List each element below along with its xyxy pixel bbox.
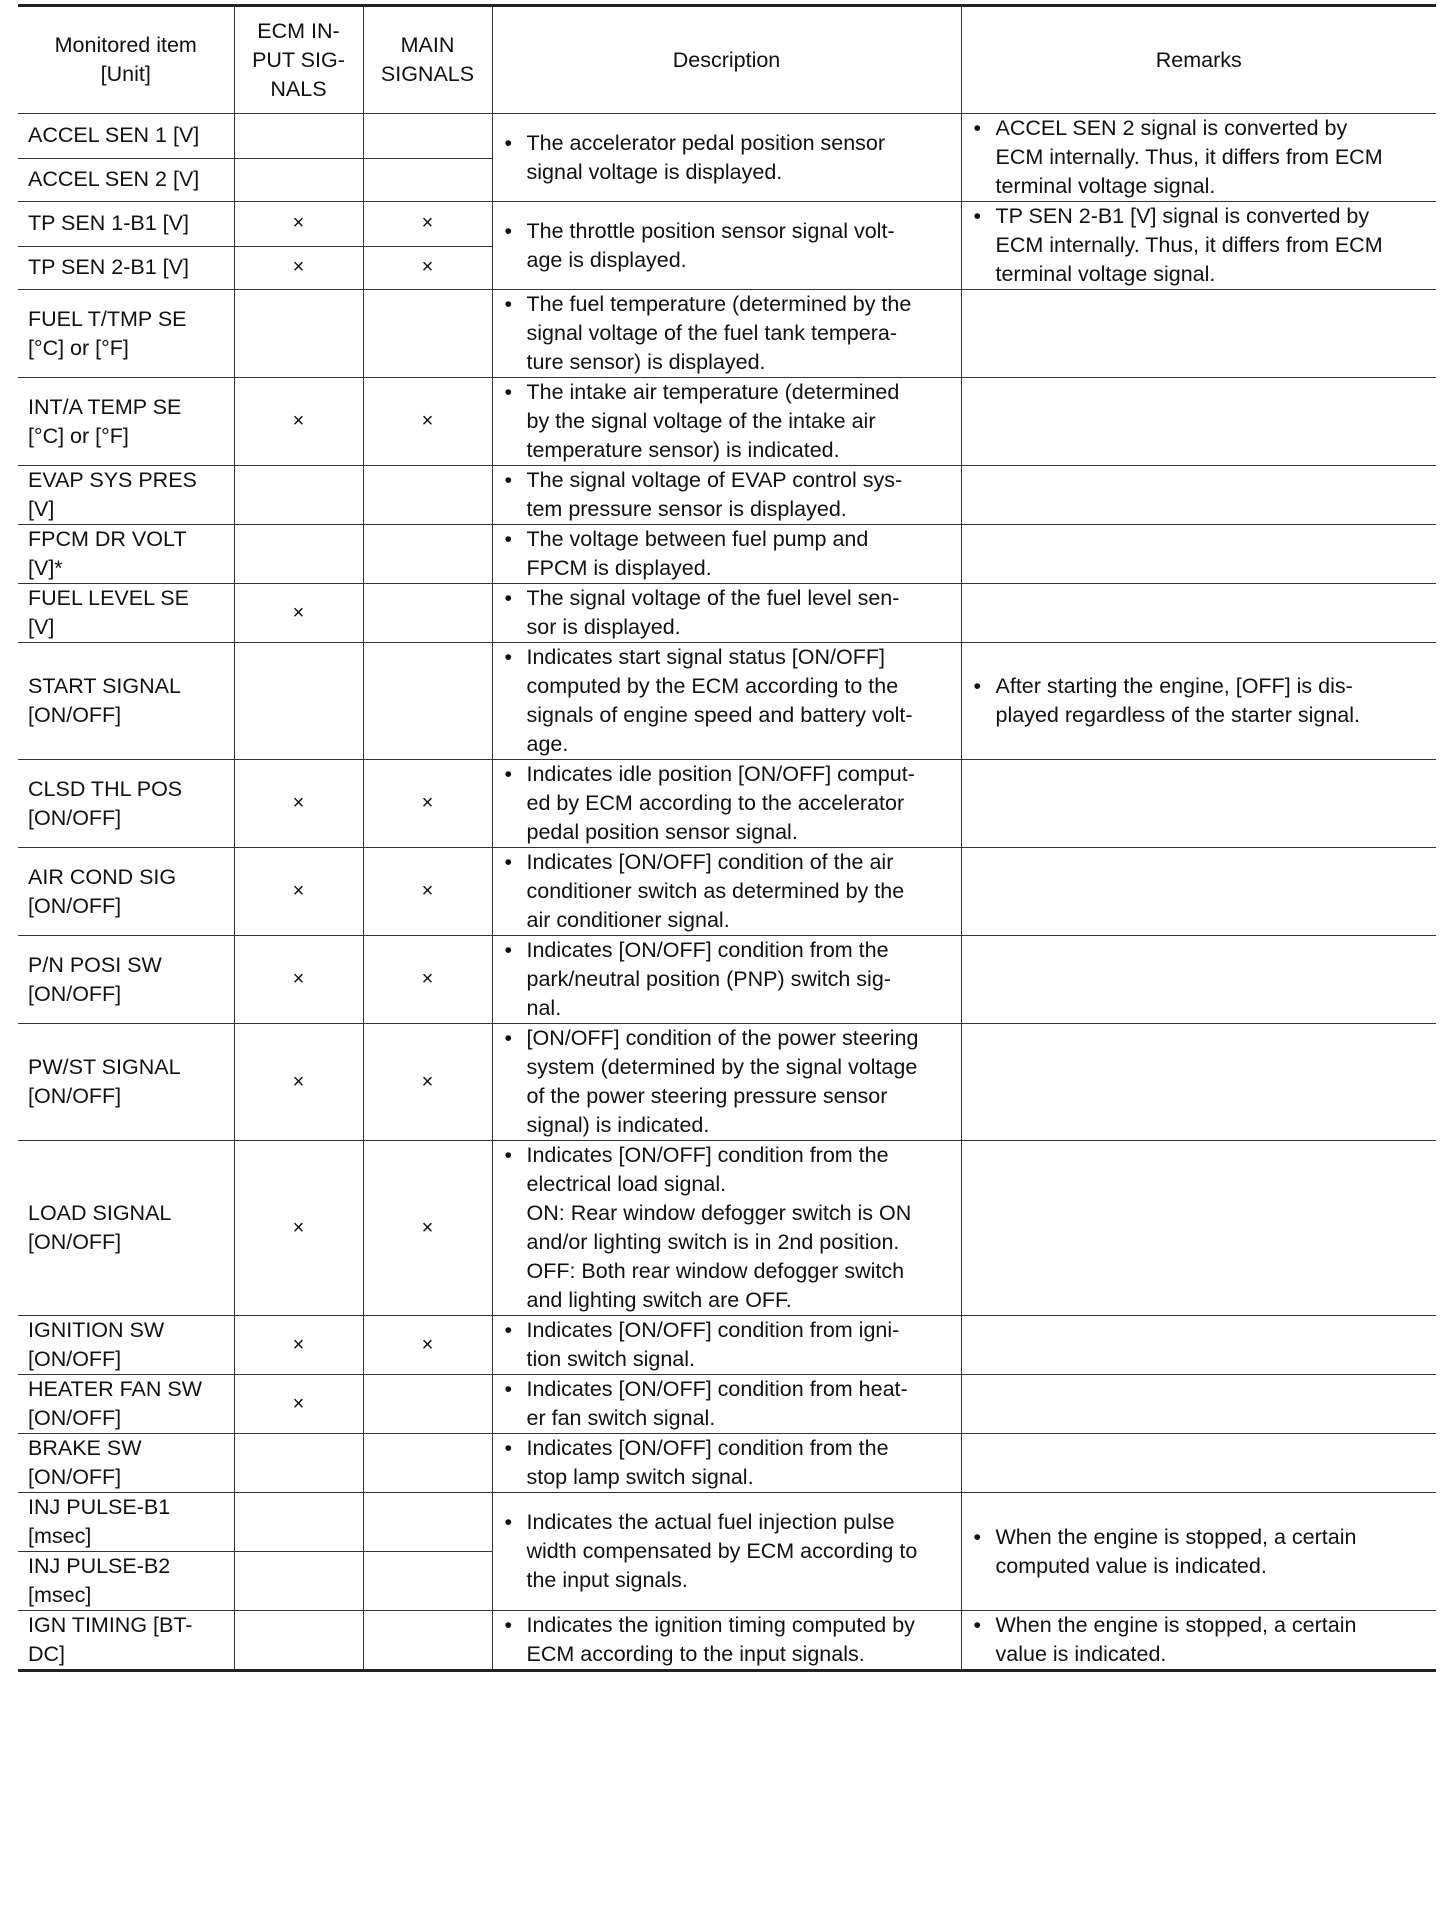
description-text: ON: Rear window defogger switch is ON <box>526 1201 912 1225</box>
description-cell <box>492 584 961 643</box>
monitored-item-text: [ON/OFF] <box>28 981 122 1006</box>
description-text: • The accelerator pedal position sensor <box>526 130 886 155</box>
table-row <box>18 202 1436 247</box>
description-text: of the power steering pressure sensor <box>526 1084 888 1108</box>
remarks-text: value is indicated. <box>995 1642 1167 1666</box>
monitored-item-text: IGNITION SW <box>28 1318 165 1342</box>
main-signal-cell <box>363 1024 492 1141</box>
table-row <box>18 643 1436 760</box>
main-signal-cell <box>363 643 492 760</box>
ecm-input-signal-cell <box>234 1375 363 1434</box>
description-text: signal voltage of the fuel tank tempera- <box>526 321 897 345</box>
main-signal-cell <box>363 202 492 247</box>
remarks-cell <box>961 202 1436 290</box>
description-bullet <box>503 129 951 187</box>
main-signal-cell <box>363 1316 492 1375</box>
description-text: FPCM is displayed. <box>526 556 712 580</box>
main-signal-cell <box>363 1611 492 1671</box>
ecm-input-signal-cell <box>234 525 363 584</box>
monitor-item-table <box>18 4 1436 1672</box>
remarks-cell <box>961 1024 1436 1141</box>
monitored-item-text: START SIGNAL <box>28 674 181 698</box>
remarks-cell <box>961 848 1436 936</box>
monitored-item-cell <box>18 643 234 760</box>
monitored-item-text: FUEL T/TMP SE <box>28 306 187 331</box>
monitored-item-text: [ON/OFF] <box>28 1230 122 1254</box>
monitored-item-text: FUEL LEVEL SE <box>28 586 189 610</box>
description-text: sor is displayed. <box>526 615 681 639</box>
monitored-item-cell <box>18 246 234 289</box>
description-bullet <box>503 1611 951 1669</box>
main-signal-cell <box>363 848 492 936</box>
monitored-item-cell <box>18 1552 234 1611</box>
cross-mark-icon: × <box>421 968 434 990</box>
remarks-bullet <box>972 1523 1427 1581</box>
cross-mark-icon: × <box>292 601 305 624</box>
header-text: Description <box>672 47 781 72</box>
description-cell <box>492 114 961 202</box>
monitored-item-text: [ON/OFF] <box>28 805 122 830</box>
main-signal-cell <box>363 584 492 643</box>
description-bullet <box>503 1375 951 1433</box>
description-text: • Indicates idle position [ON/OFF] comput- <box>526 762 915 786</box>
ecm-input-signal-cell <box>234 466 363 525</box>
description-bullet <box>503 290 951 377</box>
description-cell <box>492 1611 961 1671</box>
monitored-item-text: ACCEL SEN 1 [V] <box>28 123 200 148</box>
header-main-signals <box>363 6 492 114</box>
cross-mark-icon: × <box>292 968 305 990</box>
description-text: • Indicates the actual fuel injection pulse <box>526 1510 895 1534</box>
cross-mark-icon: × <box>292 212 305 235</box>
description-cell <box>492 466 961 525</box>
monitored-item-cell <box>18 848 234 936</box>
ecm-input-signal-cell <box>234 1434 363 1493</box>
monitored-item-cell <box>18 1316 234 1375</box>
description-bullet <box>503 643 951 759</box>
remarks-cell <box>961 1141 1436 1316</box>
monitored-item-text: DC] <box>28 1642 66 1666</box>
remarks-bullet <box>972 1611 1427 1669</box>
monitored-item-text: [V] <box>28 497 55 521</box>
table-row <box>18 848 1436 936</box>
description-bullet <box>503 1316 951 1374</box>
cross-mark-icon: × <box>421 410 434 432</box>
table-row <box>18 1611 1436 1671</box>
monitored-item-text: ACCEL SEN 2 [V] <box>28 167 200 192</box>
header-text: Remarks <box>1155 47 1242 72</box>
remarks-cell <box>961 1375 1436 1434</box>
cross-mark-icon: × <box>421 792 434 814</box>
description-cell <box>492 936 961 1024</box>
ecm-input-signal-cell <box>234 936 363 1024</box>
description-text: • The fuel temperature (determined by the <box>526 292 912 316</box>
monitored-item-text: [°C] or [°F] <box>28 423 129 448</box>
description-bullet <box>503 525 951 583</box>
monitored-item-text: AIR COND SIG <box>28 864 177 889</box>
monitored-item-text: FPCM DR VOLT <box>28 527 187 551</box>
description-text: electrical load signal. <box>526 1172 727 1196</box>
description-text: • Indicates [ON/OFF] condition from heat- <box>526 1377 908 1401</box>
description-text: and/or lighting switch is in 2nd position. <box>526 1230 900 1254</box>
table-row <box>18 466 1436 525</box>
description-cell <box>492 760 961 848</box>
remarks-bullet <box>972 202 1427 289</box>
description-bullet <box>503 848 951 935</box>
table-row <box>18 936 1436 1024</box>
description-text: pedal position sensor signal. <box>526 820 798 844</box>
remarks-text: • When the engine is stopped, a certain <box>995 1524 1357 1549</box>
description-text: signal) is indicated. <box>526 1113 710 1137</box>
remarks-cell <box>961 584 1436 643</box>
main-signal-cell <box>363 1493 492 1552</box>
description-text: • Indicates [ON/OFF] condition from the <box>526 938 889 962</box>
remarks-text: ECM internally. Thus, it differs from ECM <box>995 233 1383 257</box>
main-signal-cell <box>363 1552 492 1611</box>
description-bullet <box>503 1508 951 1595</box>
remarks-cell <box>961 936 1436 1024</box>
description-text: computed by the ECM according to the <box>526 674 899 698</box>
ecm-input-signal-cell <box>234 246 363 289</box>
description-text: • [ON/OFF] condition of the power steering <box>526 1026 919 1050</box>
description-cell <box>492 1024 961 1141</box>
monitored-item-cell <box>18 466 234 525</box>
remarks-text: ECM internally. Thus, it differs from ECM <box>995 145 1383 169</box>
ecm-input-signal-cell <box>234 114 363 159</box>
remarks-text: • When the engine is stopped, a certain <box>995 1613 1357 1637</box>
description-text: ed by ECM according to the accelerator <box>526 791 905 815</box>
table-row <box>18 290 1436 378</box>
header-remarks <box>961 6 1436 114</box>
ecm-input-signal-cell <box>234 1316 363 1375</box>
remarks-text: • TP SEN 2-B1 [V] signal is converted by <box>995 204 1370 228</box>
cross-mark-icon: × <box>292 410 305 432</box>
main-signal-cell <box>363 290 492 378</box>
remarks-text: terminal voltage signal. <box>995 262 1216 286</box>
description-cell <box>492 1434 961 1493</box>
monitored-item-cell <box>18 290 234 378</box>
description-text: • The intake air temperature (determined <box>526 380 900 404</box>
description-text: stop lamp switch signal. <box>526 1465 754 1489</box>
description-cell <box>492 1141 961 1316</box>
cross-mark-icon: × <box>421 1216 434 1239</box>
table-row <box>18 1375 1436 1434</box>
description-bullet <box>503 1024 951 1140</box>
monitored-item-cell <box>18 1375 234 1434</box>
ecm-input-signal-cell <box>234 1611 363 1671</box>
monitored-item-text: [°C] or [°F] <box>28 335 129 360</box>
description-text: • The voltage between fuel pump and <box>526 527 869 551</box>
monitored-item-text: IGN TIMING [BT- <box>28 1613 193 1637</box>
remarks-cell <box>961 760 1436 848</box>
cross-mark-icon: × <box>421 212 434 235</box>
table-row <box>18 584 1436 643</box>
description-bullet <box>503 217 951 275</box>
description-cell <box>492 290 961 378</box>
cross-mark-icon: × <box>292 1392 305 1415</box>
monitored-item-text: [ON/OFF] <box>28 1347 122 1371</box>
description-text: tion switch signal. <box>526 1347 695 1371</box>
ecm-input-signal-cell <box>234 1024 363 1141</box>
description-text: age. <box>526 732 569 756</box>
description-cell <box>492 848 961 936</box>
description-text: signal voltage is displayed. <box>526 159 783 184</box>
remarks-text: terminal voltage signal. <box>995 174 1216 198</box>
cross-mark-icon: × <box>421 1070 434 1093</box>
header-ecm-input-signals <box>234 6 363 114</box>
monitored-item-text: TP SEN 2-B1 [V] <box>28 255 189 280</box>
monitored-item-cell <box>18 760 234 848</box>
cross-mark-icon: × <box>292 880 305 902</box>
remarks-cell <box>961 466 1436 525</box>
header-text: MAIN <box>400 33 455 57</box>
ecm-input-signal-cell <box>234 378 363 466</box>
main-signal-cell <box>363 246 492 289</box>
description-bullet <box>503 760 951 847</box>
ecm-input-signal-cell <box>234 1141 363 1316</box>
remarks-cell <box>961 1493 1436 1611</box>
description-bullet <box>503 936 951 1023</box>
remarks-text: • After starting the engine, [OFF] is dis- <box>995 674 1353 698</box>
monitored-item-text: INJ PULSE-B1 <box>28 1495 171 1519</box>
description-text: • Indicates [ON/OFF] condition from the <box>526 1143 889 1167</box>
description-text: air conditioner signal. <box>526 908 730 932</box>
description-text: er fan switch signal. <box>526 1406 716 1430</box>
monitor-item-document <box>18 4 1436 1672</box>
monitored-item-cell <box>18 1611 234 1671</box>
description-text: OFF: Both rear window defogger switch <box>526 1259 905 1283</box>
monitored-item-text: TP SEN 1-B1 [V] <box>28 211 189 236</box>
cross-mark-icon: × <box>421 880 434 902</box>
monitored-item-text: EVAP SYS PRES <box>28 468 197 492</box>
monitored-item-text: INJ PULSE-B2 <box>28 1554 171 1578</box>
cross-mark-icon: × <box>421 256 434 279</box>
table-row <box>18 1316 1436 1375</box>
monitored-item-text: [ON/OFF] <box>28 1465 122 1489</box>
main-signal-cell <box>363 936 492 1024</box>
description-cell <box>492 1316 961 1375</box>
main-signal-cell <box>363 158 492 201</box>
description-text: system (determined by the signal voltage <box>526 1055 918 1079</box>
description-text: • The signal voltage of the fuel level sen- <box>526 586 900 610</box>
ecm-input-signal-cell <box>234 158 363 201</box>
description-cell <box>492 643 961 760</box>
monitored-item-text: INT/A TEMP SE <box>28 394 182 419</box>
table-row <box>18 525 1436 584</box>
cross-mark-icon: × <box>421 1333 434 1356</box>
monitored-item-text: BRAKE SW <box>28 1436 142 1460</box>
remarks-cell <box>961 290 1436 378</box>
description-text: nal. <box>526 996 562 1020</box>
description-text: age is displayed. <box>526 247 687 272</box>
monitored-item-text: CLSD THL POS <box>28 776 183 801</box>
monitored-item-text: PW/ST SIGNAL <box>28 1055 181 1079</box>
monitored-item-text: [V]* <box>28 556 63 580</box>
cross-mark-icon: × <box>292 1216 305 1239</box>
ecm-input-signal-cell <box>234 1552 363 1611</box>
header-text: [Unit] <box>100 62 151 86</box>
remarks-cell <box>961 378 1436 466</box>
monitored-item-cell <box>18 158 234 201</box>
description-text: conditioner switch as determined by the <box>526 879 905 903</box>
description-text: • Indicates [ON/OFF] condition from igni- <box>526 1318 900 1342</box>
description-text: • The signal voltage of EVAP control sys- <box>526 468 903 492</box>
remarks-cell <box>961 1434 1436 1493</box>
main-signal-cell <box>363 1434 492 1493</box>
description-cell <box>492 1375 961 1434</box>
header-text: NALS <box>270 76 327 101</box>
cross-mark-icon: × <box>292 1333 305 1356</box>
ecm-input-signal-cell <box>234 643 363 760</box>
remarks-cell <box>961 525 1436 584</box>
description-cell <box>492 378 961 466</box>
monitored-item-text: [ON/OFF] <box>28 703 122 727</box>
description-bullet <box>503 378 951 465</box>
description-cell <box>492 202 961 290</box>
monitored-item-cell <box>18 525 234 584</box>
header-text: Monitored item <box>54 33 197 57</box>
description-text: • Indicates [ON/OFF] condition from the <box>526 1436 889 1460</box>
header-row <box>18 6 1436 114</box>
monitored-item-text: [msec] <box>28 1524 92 1548</box>
monitored-item-cell <box>18 584 234 643</box>
description-text: • Indicates the ignition timing computed by <box>526 1613 915 1637</box>
monitored-item-cell <box>18 1493 234 1552</box>
header-text: PUT SIG- <box>252 47 345 72</box>
cross-mark-icon: × <box>292 1070 305 1093</box>
remarks-text: played regardless of the starter signal. <box>995 703 1361 727</box>
main-signal-cell <box>363 760 492 848</box>
description-text: by the signal voltage of the intake air <box>526 409 876 433</box>
monitored-item-cell <box>18 1141 234 1316</box>
description-text: tem pressure sensor is displayed. <box>526 497 847 521</box>
remarks-cell <box>961 1611 1436 1671</box>
monitored-item-text: LOAD SIGNAL <box>28 1201 172 1225</box>
table-row <box>18 114 1436 159</box>
ecm-input-signal-cell <box>234 290 363 378</box>
main-signal-cell <box>363 114 492 159</box>
monitored-item-text: [ON/OFF] <box>28 1406 122 1430</box>
monitored-item-cell <box>18 1434 234 1493</box>
monitored-item-text: [V] <box>28 615 55 639</box>
ecm-input-signal-cell <box>234 848 363 936</box>
monitored-item-text: HEATER FAN SW <box>28 1377 203 1401</box>
monitored-item-cell <box>18 1024 234 1141</box>
description-bullet <box>503 584 951 642</box>
monitored-item-text: [ON/OFF] <box>28 893 122 918</box>
description-text: • Indicates [ON/OFF] condition of the air <box>526 850 894 874</box>
header-text: ECM IN- <box>257 18 340 43</box>
ecm-input-signal-cell <box>234 760 363 848</box>
main-signal-cell <box>363 1375 492 1434</box>
header-monitored-item <box>18 6 234 114</box>
table-row <box>18 1493 1436 1552</box>
cross-mark-icon: × <box>292 792 305 814</box>
table-row <box>18 1141 1436 1316</box>
remarks-cell <box>961 114 1436 202</box>
ecm-input-signal-cell <box>234 584 363 643</box>
description-text: and lighting switch are OFF. <box>526 1288 792 1312</box>
monitored-item-cell <box>18 936 234 1024</box>
remarks-cell <box>961 1316 1436 1375</box>
main-signal-cell <box>363 1141 492 1316</box>
main-signal-cell <box>363 525 492 584</box>
ecm-input-signal-cell <box>234 1493 363 1552</box>
description-text: ECM according to the input signals. <box>526 1642 865 1666</box>
description-bullet <box>503 1141 951 1315</box>
description-text: park/neutral position (PNP) switch sig- <box>526 967 891 991</box>
description-text: the input signals. <box>526 1568 688 1592</box>
description-text: signals of engine speed and battery volt- <box>526 703 913 727</box>
header-text: SIGNALS <box>380 62 475 86</box>
monitored-item-text: [ON/OFF] <box>28 1084 122 1108</box>
description-text: • The throttle position sensor signal volt- <box>526 218 895 243</box>
monitored-item-cell <box>18 114 234 159</box>
monitored-item-text: P/N POSI SW <box>28 952 162 977</box>
table-row <box>18 760 1436 848</box>
description-bullet <box>503 466 951 524</box>
main-signal-cell <box>363 466 492 525</box>
description-text: temperature sensor) is indicated. <box>526 438 840 462</box>
remarks-text: • ACCEL SEN 2 signal is converted by <box>995 116 1348 140</box>
header-description <box>492 6 961 114</box>
monitored-item-cell <box>18 378 234 466</box>
monitored-item-text: [msec] <box>28 1583 92 1607</box>
remarks-cell <box>961 643 1436 760</box>
monitored-item-cell <box>18 202 234 247</box>
cross-mark-icon: × <box>292 256 305 279</box>
remarks-text: computed value is indicated. <box>995 1553 1267 1578</box>
table-row <box>18 1024 1436 1141</box>
main-signal-cell <box>363 378 492 466</box>
table-row <box>18 378 1436 466</box>
description-text: • Indicates start signal status [ON/OFF] <box>526 645 885 669</box>
description-bullet <box>503 1434 951 1492</box>
description-cell <box>492 525 961 584</box>
description-text: ture sensor) is displayed. <box>526 350 766 374</box>
ecm-input-signal-cell <box>234 202 363 247</box>
description-cell <box>492 1493 961 1611</box>
table-row <box>18 1434 1436 1493</box>
remarks-bullet <box>972 114 1427 201</box>
remarks-bullet <box>972 672 1427 730</box>
description-text: width compensated by ECM according to <box>526 1539 918 1563</box>
